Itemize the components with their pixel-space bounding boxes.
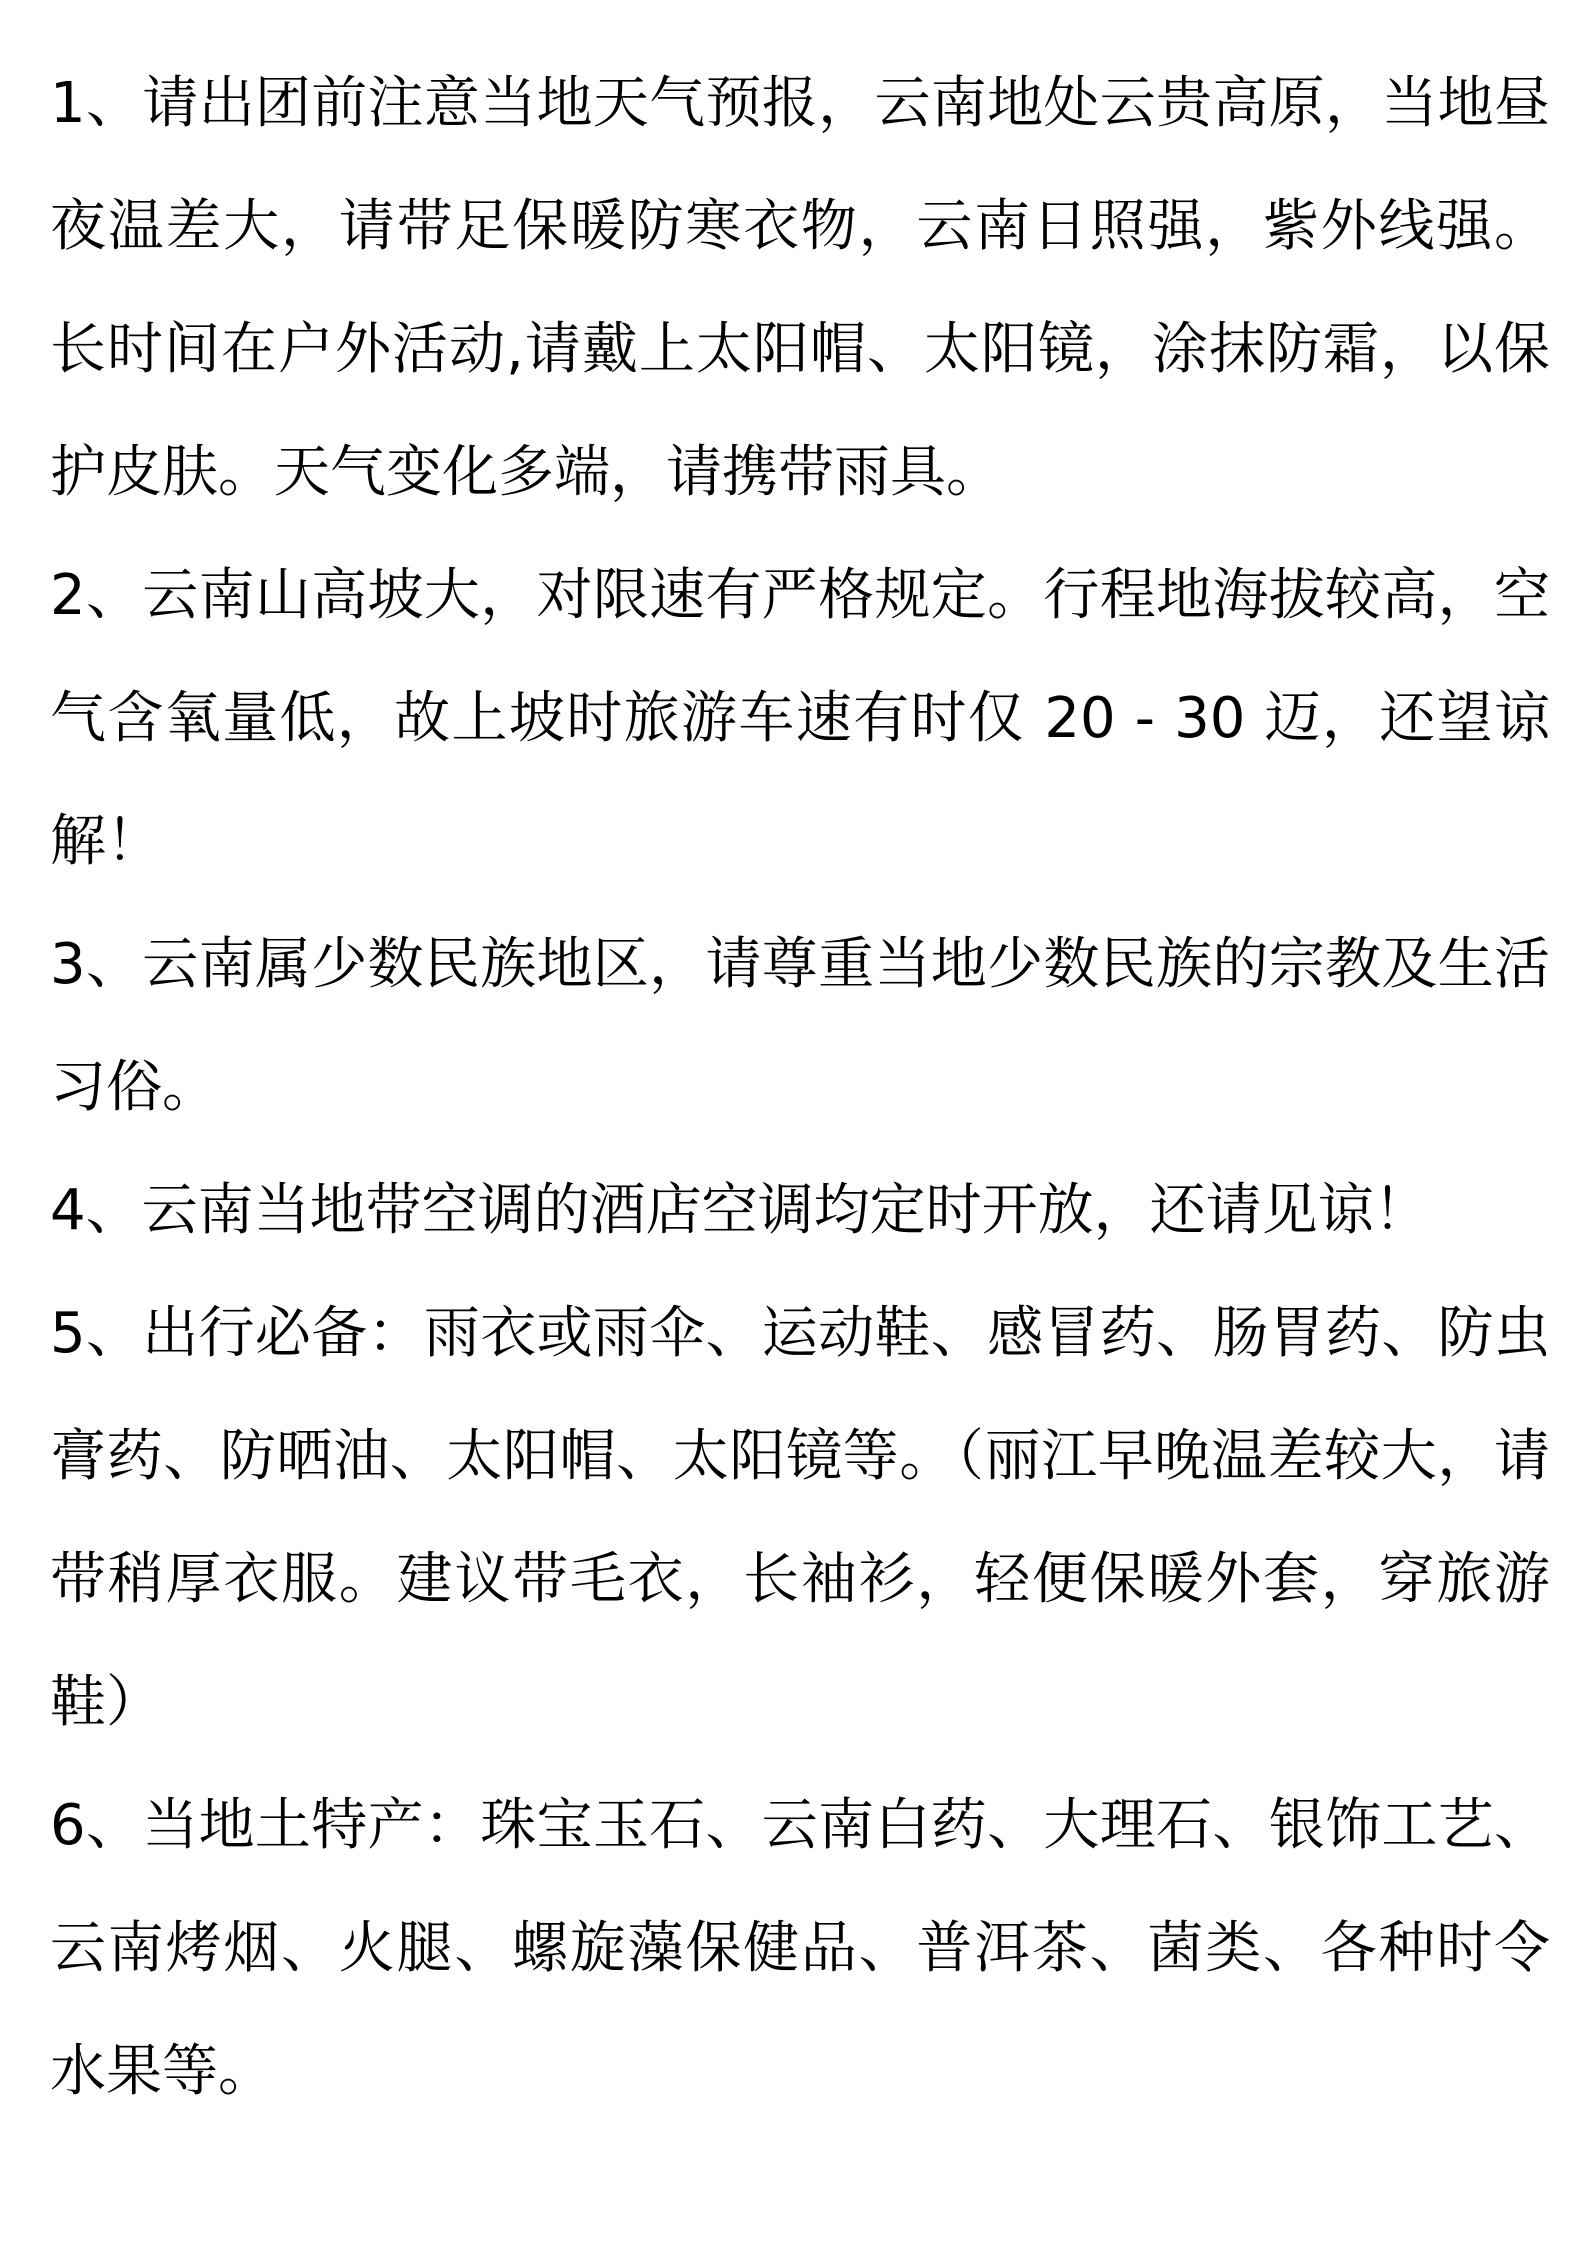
paragraph-travel-essentials: 5、出行必备：雨衣或雨伞、运动鞋、感冒药、肠胃药、防虫膏药、防晒油、太阳帽、太阳镜等。（丽江早晚温差较大，请带稍厚衣服。建议带毛衣，长袖衫，轻便保暖外套，穿旅游鞋） — [50, 1301, 1550, 1735]
paragraph-local-specialties: 6、当地土特产：珠宝玉石、云南白药、大理石、银饰工艺、云南烤烟、火腿、螺旋藻保健品、普洱茶、菌类、各种时令水果等。 — [50, 1793, 1550, 2104]
paragraph-weather: 1、请出团前注意当地天气预报，云南地处云贵高原，当地昼夜温差大，请带足保暖防寒衣物，云南日照强，紫外线强。长时间在户外活动,请戴上太阳帽、太阳镜，涂抹防霜，以保护皮肤。天气变化多端，请携带雨具。 — [50, 71, 1550, 505]
paragraph-ethnic-customs: 3、云南属少数民族地区，请尊重当地少数民族的宗教及生活习俗。 — [50, 932, 1550, 1120]
paragraph-speed-limit: 2、云南山高坡大，对限速有严格规定。行程地海拔较高，空气含氧量低，故上坡时旅游车速有时仅 20 - 30 迈，还望谅解！ — [50, 563, 1550, 874]
paragraph-hotel-ac: 4、云南当地带空调的酒店空调均定时开放，还请见谅！ — [50, 1178, 1430, 1243]
document-body — [50, 42, 1550, 2133]
